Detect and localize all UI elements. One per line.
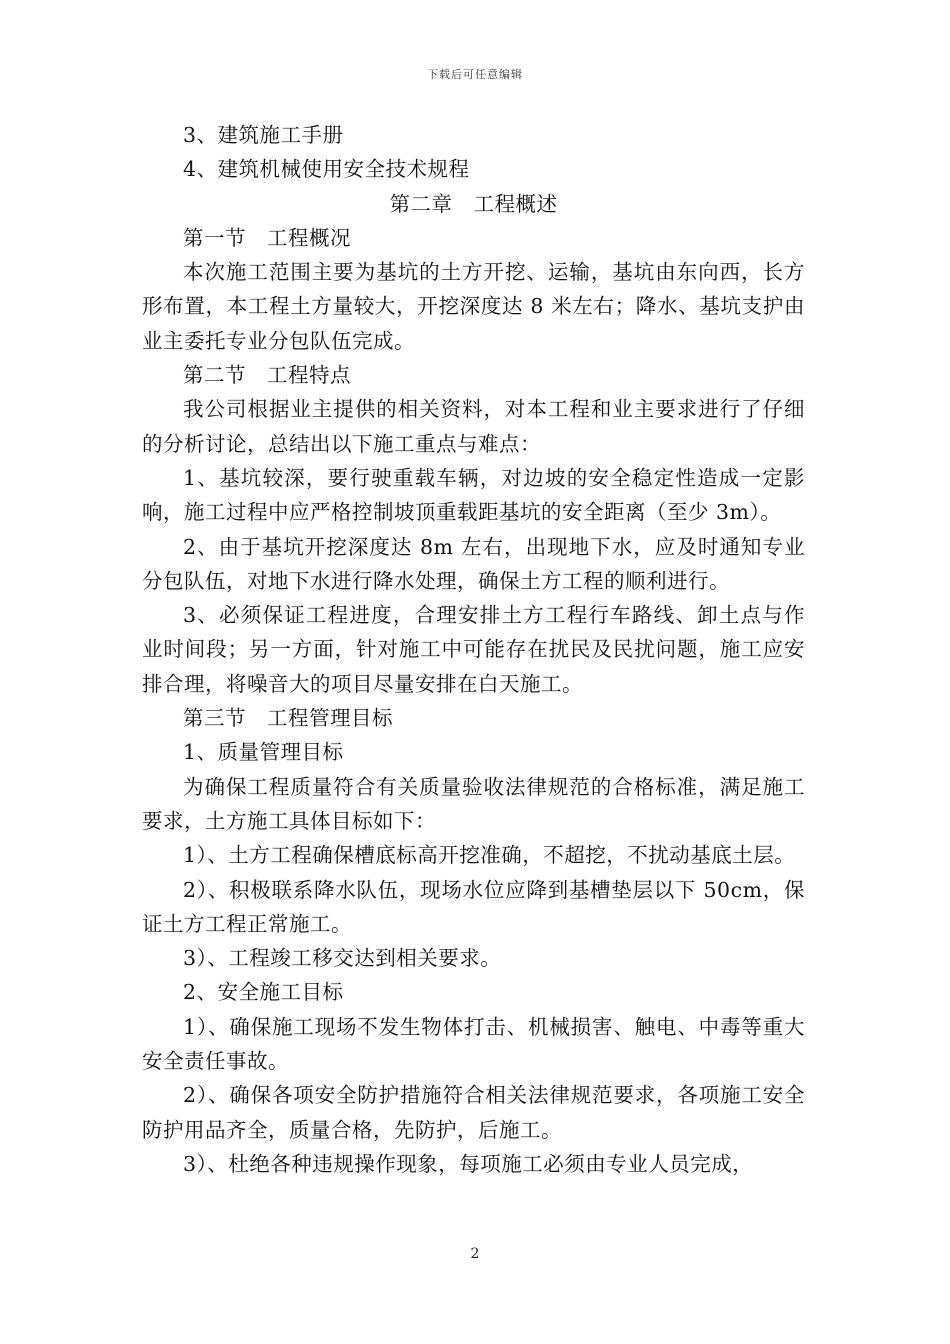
quality-item-1: 1）、土方工程确保槽底标高开挖准确，不超挖，不扰动基底土层。 bbox=[183, 843, 796, 868]
page-number: 2 bbox=[470, 1246, 480, 1262]
paragraph-scope: 本次施工范围主要为基坑的土方开挖、运输，基坑由东向西，长方形布置，本工程土方量较大，开挖深度达 8 米左右；降水、基坑支护由业主委托专业分包队伍完成。 bbox=[142, 260, 805, 353]
paragraph-point-3: 3、必须保证工程进度，合理安排土方工程行车路线、卸土点与作业时间段；另一方面，针对施工中可能存在扰民及民扰问题，施工应安排合理，将噪音大的项目尽量安排在白天施工。 bbox=[142, 603, 805, 696]
document-body bbox=[142, 118, 805, 1181]
section-heading-3: 第三节 工程管理目标 bbox=[183, 706, 393, 731]
subheading-quality: 1、质量管理目标 bbox=[183, 740, 344, 765]
section-heading-1: 第一节 工程概况 bbox=[183, 225, 351, 250]
subheading-safety: 2、安全施工目标 bbox=[183, 980, 344, 1005]
quality-item-2: 2）、积极联系降水队伍，现场水位应降到基槽垫层以下 50cm，保证土方工程正常施工。 bbox=[142, 877, 805, 936]
page-header-watermark: 下载后可任意编辑 bbox=[427, 68, 523, 81]
safety-item-1: 1）、确保施工现场不发生物体打击、机械损害、触电、中毒等重大安全责任事故。 bbox=[142, 1014, 805, 1074]
paragraph-quality-intro: 为确保工程质量符合有关质量验收法律规范的合格标准，满足施工要求，土方施工具体目标如下： bbox=[142, 774, 805, 833]
chapter-title: 第二章 工程概述 bbox=[389, 191, 558, 216]
reference-item-4: 4、建筑机械使用安全技术规程 bbox=[183, 157, 470, 182]
safety-item-2: 2）、确保各项安全防护措施符合相关法律规范要求，各项施工安全防护用品齐全，质量合格，先防护，后施工。 bbox=[142, 1083, 805, 1142]
safety-item-3: 3）、杜绝各种违规操作现象，每项施工必须由专业人员完成， bbox=[183, 1151, 754, 1176]
paragraph-point-2: 2、由于基坑开挖深度达 8m 左右，出现地下水，应及时通知专业分包队伍，对地下水进行降水处理，确保土方工程的顺利进行。 bbox=[142, 534, 805, 593]
paragraph-analysis: 我公司根据业主提供的相关资料，对本工程和业主要求进行了仔细的分析讨论，总结出以下施工重点与难点： bbox=[142, 397, 805, 456]
paragraph-point-1: 1、基坑较深，要行驶重载车辆，对边坡的安全稳定性造成一定影响，施工过程中应严格控制坡顶重载距基坑的安全距离（至少 3m）。 bbox=[142, 465, 805, 525]
reference-item-3: 3、建筑施工手册 bbox=[183, 123, 344, 147]
section-heading-2: 第二节 工程特点 bbox=[183, 363, 351, 388]
quality-item-3: 3）、工程竣工移交达到相关要求。 bbox=[183, 946, 502, 971]
